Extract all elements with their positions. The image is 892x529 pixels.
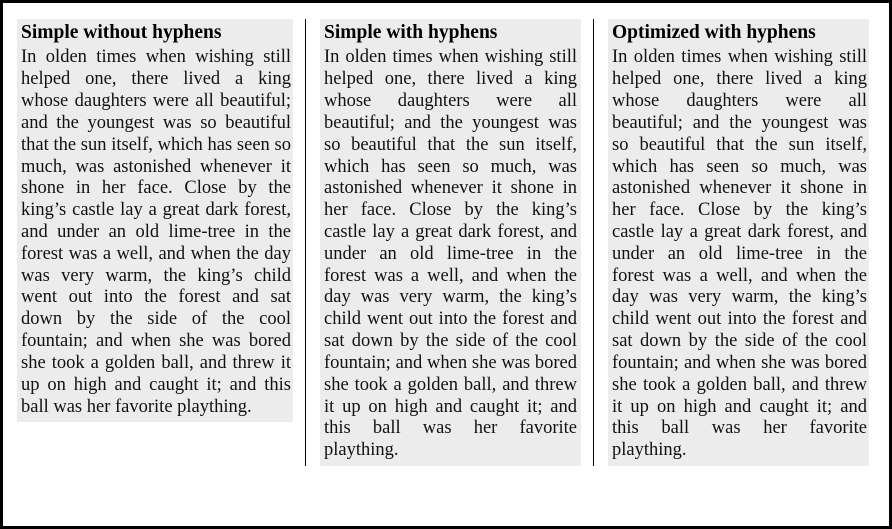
column-simple-with-hyphens <box>305 19 581 466</box>
column-paragraph: In olden times when wishing still helped one, there lived a king whose daughters were all beautiful; and the youngest was so beautiful that the sun itself, which has seen so much, was astonished whenever it shone in her face. Close by the king’s castle lay a great dark forest, and under an old lime-tree in the forest was a well, and when the day was very warm, the king’s child went out into the forest and sat down by the side of the cool fountain; and when she was bored she took a golden ball, and threw it up on high and caught it; and this ball was her favorite plaything. <box>324 47 577 461</box>
text-block <box>608 19 869 466</box>
column-heading: Simple without hyphens <box>21 22 222 43</box>
comparison-columns <box>3 3 889 526</box>
text-block <box>320 19 581 466</box>
column-heading: Simple with hyphens <box>324 22 498 43</box>
column-optimized-with-hyphens <box>593 19 869 466</box>
text-block <box>17 19 293 422</box>
column-heading: Optimized with hyphens <box>612 22 816 43</box>
column-paragraph: In olden times when wishing still helped one, there lived a king whose daughters were all beautiful; and the youngest was so beautiful that the sun itself, which has seen so much, was astonished whenever it shone in her face. Close by the king’s castle lay a great dark forest, and under an old lime-tree in the forest was a well, and when the day was very warm, the king’s child went out into the forest and sat down by the side of the cool fountain; and when she was bored she took a golden ball, and threw it up on high and caught it; and this ball was her favorite plaything. <box>21 47 291 417</box>
column-simple-without-hyphens <box>17 19 293 422</box>
column-paragraph: In olden times when wishing still helped one, there lived a king whose daughters were all beautiful; and the youngest was so beautiful that the sun itself, which has seen so much, was astonished whenever it shone in her face. Close by the king’s castle lay a great dark forest, and under an old lime-tree in the forest was a well, and when the day was very warm, the king’s child went out into the forest and sat down by the side of the cool fountain; and when she was bored she took a golden ball, and threw it up on high and caught it; and this ball was her favorite plaything. <box>612 47 867 461</box>
